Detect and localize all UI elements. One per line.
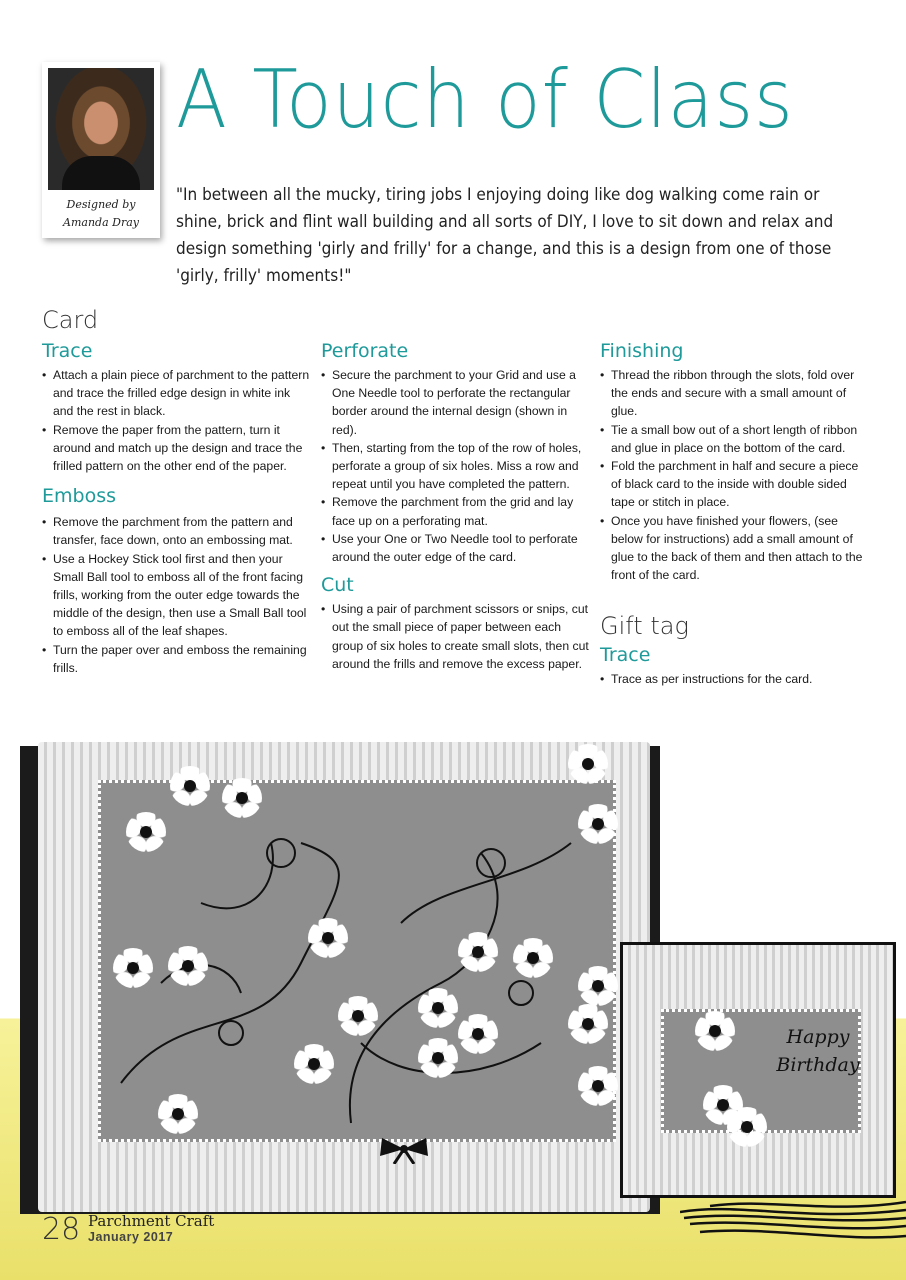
list-item: • Trace as per instructions for the card. bbox=[600, 670, 868, 688]
list-item: • Turn the paper over and emboss the remaining frills. bbox=[42, 641, 310, 677]
trace-list bbox=[42, 366, 310, 475]
intro-quote: "In between all the mucky, tiring jobs I enjoying doing like dog walking come rain or shine, brick and flint wall building and all sorts of DIY, I love to sit down and relax and design something 'girly and frilly' for a change, and this is a design from one of those 'girly, frilly' moments!" bbox=[176, 185, 834, 286]
list-item: • Remove the parchment from the grid and lay face up on a perforating mat. bbox=[321, 493, 589, 529]
flower-decoration bbox=[294, 1044, 334, 1084]
list-item: • Remove the parchment from the pattern and transfer, face down, onto an embossing mat. bbox=[42, 513, 310, 549]
column-3 bbox=[600, 340, 868, 689]
list-item: • Once you have finished your flowers, (see below for instructions) add a small amount of glue to the back of them and then attach to the front of the card. bbox=[600, 512, 868, 585]
greeting-line-1: Happy bbox=[786, 1026, 850, 1048]
list-item: • Thread the ribbon through the slots, fold over the ends and secure with a small amount of glue. bbox=[600, 366, 868, 421]
flower-decoration bbox=[158, 1094, 198, 1134]
flower-decoration bbox=[170, 766, 210, 806]
flower-decoration bbox=[695, 1011, 735, 1051]
flower-decoration bbox=[222, 778, 262, 818]
emboss-list bbox=[42, 513, 310, 677]
gift-tag-card bbox=[620, 942, 896, 1198]
subheading-emboss: Emboss bbox=[42, 485, 116, 508]
flower-decoration bbox=[126, 812, 166, 852]
flower-decoration bbox=[578, 1066, 618, 1106]
flower-decoration bbox=[568, 744, 608, 784]
list-item: • Attach a plain piece of parchment to the pattern and trace the frilled edge design in white ink and the rest in black. bbox=[42, 366, 310, 421]
flower-decoration bbox=[578, 804, 618, 844]
column-2 bbox=[321, 340, 589, 673]
list-item: • Remove the paper from the pattern, turn it around and match up the design and trace the frilled pattern on the other end of the paper. bbox=[42, 421, 310, 476]
flower-decoration bbox=[513, 938, 553, 978]
flower-decoration bbox=[727, 1107, 767, 1147]
gift-tag-greeting bbox=[753, 1023, 883, 1079]
subheading-cut: Cut bbox=[321, 574, 354, 597]
flower-decoration bbox=[578, 966, 618, 1006]
flower-decoration bbox=[418, 988, 458, 1028]
section-heading-gift-tag: Gift tag bbox=[600, 612, 689, 641]
finished-card-photo bbox=[0, 712, 906, 1280]
column-1 bbox=[42, 306, 310, 677]
subheading-finishing: Finishing bbox=[600, 340, 684, 362]
flower-decoration bbox=[308, 918, 348, 958]
subheading-perforate: Perforate bbox=[321, 340, 409, 362]
list-item: • Tie a small bow out of a short length of ribbon and glue in place on the bottom of the card. bbox=[600, 421, 868, 457]
flower-decoration bbox=[418, 1038, 458, 1078]
flower-decoration bbox=[113, 948, 153, 988]
page-title: A Touch of Class bbox=[176, 53, 794, 146]
section-heading-card: Card bbox=[42, 306, 99, 334]
designer-portrait bbox=[48, 68, 154, 190]
flower-decoration bbox=[458, 1014, 498, 1054]
main-card bbox=[38, 742, 650, 1212]
list-item: • Then, starting from the top of the row of holes, perforate a group of six holes. Miss a row and repeat until you have completed the pattern. bbox=[321, 439, 589, 494]
list-item: • Secure the parchment to your Grid and use a One Needle tool to perforate the rectangular border around the internal design (shown in red). bbox=[321, 366, 589, 439]
list-item: • Use a Hockey Stick tool first and then your Small Ball tool to emboss all of the front facing frills, working from the outer edge towards the middle of the design, then use a Small Ball tool to emboss all of the leaf shapes. bbox=[42, 550, 310, 641]
flower-decoration bbox=[458, 932, 498, 972]
list-item: • Using a pair of parchment scissors or snips, cut out the small piece of paper between each group of six holes to create small slots, then cut around the frills and remove the excess paper. bbox=[321, 600, 589, 673]
issue-date: January 2017 bbox=[88, 1230, 174, 1244]
flower-decoration bbox=[568, 1004, 608, 1044]
flower-decoration bbox=[338, 996, 378, 1036]
designer-caption-by: Designed by bbox=[66, 198, 136, 211]
designer-photo-card bbox=[42, 62, 160, 238]
designer-caption-name: Amanda Dray bbox=[63, 216, 139, 229]
greeting-line-2: Birthday bbox=[776, 1054, 860, 1076]
list-item: • Use your One or Two Needle tool to perforate around the outer edge of the card. bbox=[321, 530, 589, 566]
perforate-list bbox=[321, 366, 589, 566]
cut-list bbox=[321, 600, 589, 673]
ribbon-bow bbox=[374, 1134, 434, 1164]
list-item: • Fold the parchment in half and secure a piece of black card to the inside with double sided tape or stitch in place. bbox=[600, 457, 868, 512]
gift-tag-trace-list bbox=[600, 670, 868, 688]
tassel bbox=[680, 1192, 906, 1252]
page-number: 28 bbox=[42, 1212, 81, 1247]
finishing-list bbox=[600, 366, 868, 584]
designer-caption bbox=[42, 196, 160, 232]
subheading-gift-tag-trace: Trace bbox=[600, 644, 651, 667]
magazine-name: Parchment Craft bbox=[88, 1212, 215, 1230]
flower-decoration bbox=[168, 946, 208, 986]
subheading-trace: Trace bbox=[42, 340, 93, 362]
